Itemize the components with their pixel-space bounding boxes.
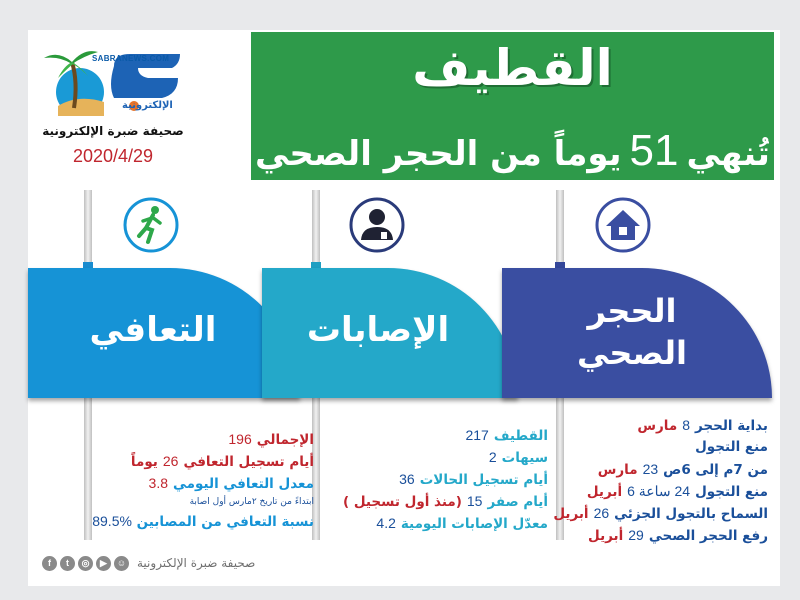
footer-text: صحيفة ضبرة الإلكترونية [137, 556, 256, 570]
youtube-icon[interactable]: ▶ [96, 556, 111, 571]
recovery-rate-value: %89.5 [92, 513, 132, 529]
pole-cases [312, 190, 320, 270]
cases-row-label: أيام صفر [487, 494, 548, 510]
logo [38, 42, 188, 142]
runner-icon [122, 196, 180, 258]
recovery-row [96, 428, 314, 450]
recovery-row-value: 3.8 [148, 475, 169, 491]
panel-quarantine-line1: الحجر [587, 292, 677, 330]
twitter-icon[interactable]: t [60, 556, 75, 571]
house-icon [594, 196, 652, 258]
quarantine-row-unit: أبريل [553, 506, 589, 522]
cases-row [326, 512, 548, 534]
recovery-row-label: معدل التعافي اليومي [173, 476, 314, 492]
instagram-icon[interactable]: ◎ [78, 556, 93, 571]
panel-recovery-label: التعافي [89, 310, 217, 350]
cases-row-label: سيهات [501, 450, 548, 466]
person-icon [348, 196, 406, 258]
cases-row-value: 217 [465, 427, 489, 443]
quarantine-row [560, 414, 768, 436]
quarantine-row [560, 436, 768, 458]
panel-quarantine-line2: الصحي [577, 334, 687, 372]
cases-row-label: معدّل الإصابات اليومية [400, 516, 548, 532]
footer [42, 553, 255, 573]
recovery-row-label: أيام تسجيل التعافي [183, 454, 314, 470]
recovery-row-label: الإجمالي [256, 432, 314, 448]
cases-row-value: 4.2 [376, 515, 396, 531]
quarantine-row-value: 29 [628, 527, 644, 543]
pole-recovery-lower [84, 395, 92, 540]
quarantine-row [560, 480, 768, 502]
subtitle-prefix: تُنهي [686, 134, 770, 174]
quarantine-row-value: 24 ساعة 6 [627, 483, 691, 499]
headline-subtitle [251, 126, 774, 179]
cases-row [326, 424, 548, 446]
headline-banner [249, 30, 776, 182]
quarantine-row-label: منع التجول [695, 484, 768, 500]
quarantine-row-label: السماح بالتجول الجزئي [614, 506, 768, 522]
quarantine-row-unit: مارس [597, 462, 638, 478]
quarantine-row-label: بداية الحجر [694, 418, 768, 434]
days-count: 51 [629, 126, 679, 175]
headline-title: القطيف [412, 39, 613, 97]
recovery-note: ابتداءً من تاريخ ٢مارس أول اصابة [189, 497, 314, 507]
facebook-icon[interactable]: f [42, 556, 57, 571]
quarantine-row-value: 23 [642, 461, 659, 477]
site-url: SABRANEWS.COM [92, 54, 170, 63]
quarantine-row-unit: أبريل [588, 528, 624, 544]
panel-cases-label: الإصابات [306, 310, 450, 350]
quarantine-row-value: 26 [593, 505, 610, 521]
pole-recovery [84, 190, 92, 270]
subtitle-suffix: يوماً من الحجر الصحي [255, 134, 622, 174]
cases-list [326, 424, 548, 534]
cases-row-value: 36 [399, 471, 415, 487]
cases-row [326, 468, 548, 490]
cases-row-value: 2 [488, 449, 497, 465]
logo-tagline: الإلكترونية [122, 100, 173, 111]
cases-row-label: القطيف [493, 428, 548, 444]
quarantine-row-value: 8 [682, 417, 690, 433]
recovery-rate-label: نسبة التعافي من المصابين [136, 514, 314, 530]
cases-row [326, 446, 548, 468]
cases-row-label: أيام تسجيل الحالات [419, 472, 548, 488]
publish-date: 2020/4/29 [72, 146, 154, 166]
cases-row-unit: (منذ أول تسجيل ) [342, 494, 462, 510]
quarantine-row-unit: أبريل [586, 484, 623, 500]
quarantine-row [553, 502, 768, 524]
recovery-row [96, 450, 314, 472]
recovery-row-unit: يوماً [130, 454, 158, 470]
quarantine-row-label: من 7م إلى 6ص [663, 462, 768, 478]
snapchat-icon[interactable]: ☺ [114, 556, 129, 571]
cases-row-value: 15 [466, 493, 483, 509]
quarantine-list [553, 414, 768, 546]
quarantine-row-label: منع التجول [695, 439, 768, 455]
recovery-row [96, 472, 314, 494]
quarantine-row-unit: مارس [637, 418, 678, 434]
quarantine-row-label: رفع الحجر الصحي [648, 528, 768, 544]
cases-row [326, 490, 548, 512]
recovery-row-value: 196 [228, 431, 252, 447]
quarantine-row [560, 524, 768, 546]
quarantine-row [560, 458, 768, 480]
pole-quarantine [556, 190, 564, 270]
panel-quarantine-label [542, 290, 722, 374]
recovery-rate-row [92, 510, 314, 532]
recovery-list [92, 428, 314, 532]
recovery-row-value: 26 [162, 453, 179, 469]
logo-caption: صحيفة ضبرة الإلكترونية [42, 124, 184, 138]
